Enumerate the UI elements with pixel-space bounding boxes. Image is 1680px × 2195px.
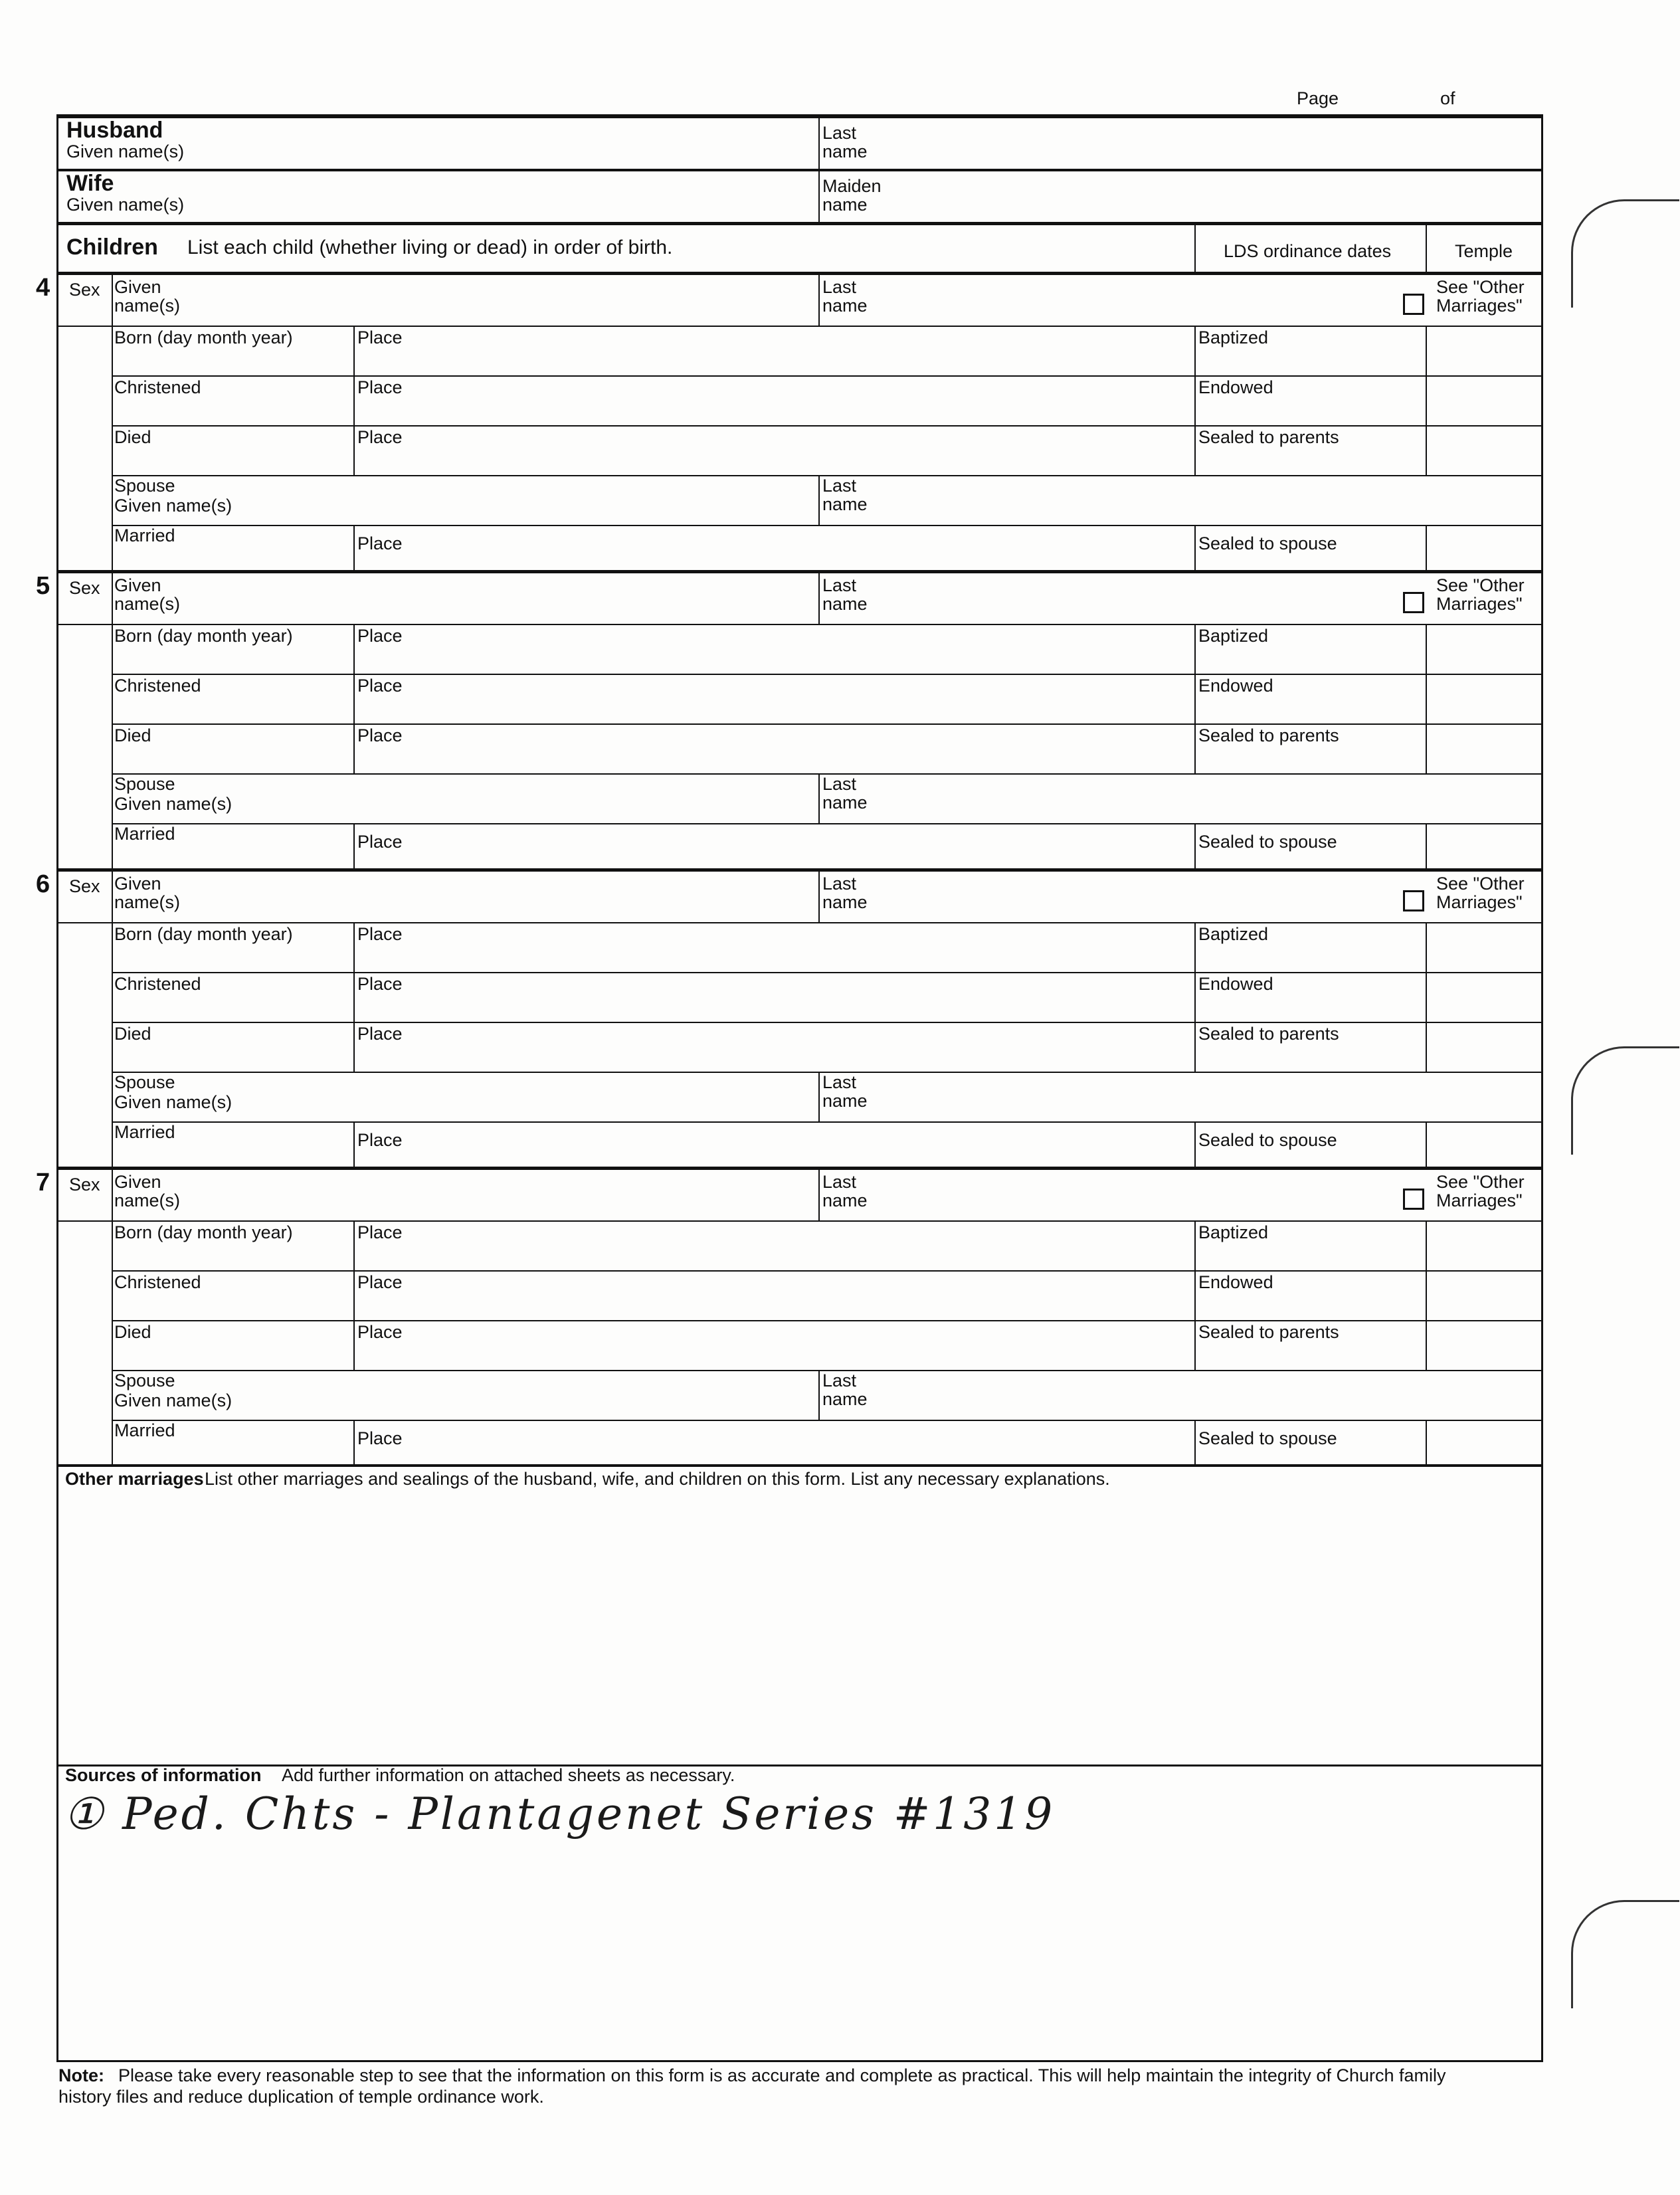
- child-7-christened-date-field[interactable]: [114, 1293, 351, 1318]
- punch-hole-middle: [1571, 1046, 1679, 1155]
- child-5-see-other-label: See "Other: [1436, 575, 1525, 595]
- child-6-given-field[interactable]: [226, 874, 810, 918]
- child-6-died-label: Died: [114, 1024, 151, 1044]
- child-4-see-other-label-2: Marriages": [1436, 296, 1523, 316]
- child-4-baptized-temple-field[interactable]: [1430, 328, 1539, 373]
- child-4-married-date-field[interactable]: [114, 546, 351, 571]
- child-6-married-place-label: Place: [357, 1130, 403, 1150]
- child-6-sealed-to-parents-date-field[interactable]: [1198, 1044, 1423, 1070]
- child-7-endowed-temple-field[interactable]: [1430, 1273, 1539, 1318]
- child-7-last-label-2: name: [822, 1191, 868, 1210]
- child-6-sex-field[interactable]: [63, 898, 107, 919]
- child-7-spouse-last-label: Last: [822, 1371, 857, 1390]
- child-4-baptized-label: Baptized: [1198, 328, 1269, 347]
- husband-given-label: Given name(s): [66, 142, 185, 161]
- child-5-died-label: Died: [114, 725, 151, 745]
- child-6-baptized-temple-field[interactable]: [1430, 925, 1539, 970]
- child-7-given-label: Given: [114, 1172, 161, 1192]
- child-5-sex-field[interactable]: [63, 600, 107, 621]
- child-4-spouse-label: Spouse: [114, 476, 175, 496]
- child-4-spouse-given-label: Given name(s): [114, 496, 233, 516]
- child-7-other-marriages-checkbox[interactable]: [1403, 1189, 1424, 1210]
- child-5-born-place-field[interactable]: [357, 646, 1190, 672]
- child-4-last-field[interactable]: [890, 278, 1395, 322]
- child-6-other-marriages-checkbox[interactable]: [1403, 890, 1424, 911]
- child-5-baptized-label: Baptized: [1198, 626, 1269, 646]
- child-7-see-other-label-2: Marriages": [1436, 1191, 1523, 1210]
- child-4-given-label: Given: [114, 277, 161, 297]
- child-5-christened-place-label: Place: [357, 676, 403, 696]
- child-7-married-label: Married: [114, 1420, 175, 1440]
- child-7-married-place-label: Place: [357, 1428, 403, 1448]
- child-5-given-label-2: name(s): [114, 594, 181, 614]
- child-5-spouse-last-label-2: name: [822, 793, 868, 812]
- child-7-sealed-to-parents-date-field[interactable]: [1198, 1343, 1423, 1368]
- child-7-married-place-field[interactable]: [357, 1448, 1190, 1465]
- child-4-sealed-to-spouse-temple-field[interactable]: [1430, 527, 1539, 571]
- child-5-born-place-label: Place: [357, 626, 403, 646]
- other-marriages-title: Other marriages: [65, 1469, 204, 1489]
- child-7-baptized-temple-field[interactable]: [1430, 1223, 1539, 1268]
- note-title: Note:: [58, 2065, 104, 2085]
- child-4-died-label: Died: [114, 427, 151, 447]
- child-5-spouse-given-label: Given name(s): [114, 794, 233, 814]
- children-instruction: List each child (whether living or dead) in order of birth.: [187, 237, 673, 258]
- child-5-last-field[interactable]: [890, 576, 1395, 620]
- child-7-endowed-label: Endowed: [1198, 1272, 1273, 1292]
- child-5-died-date-field[interactable]: [114, 746, 351, 771]
- sources-field[interactable]: [60, 1787, 1539, 2058]
- child-7-sealed-to-spouse-temple-field[interactable]: [1430, 1422, 1539, 1466]
- child-4-born-label: Born (day month year): [114, 328, 293, 347]
- child-5-spouse-label: Spouse: [114, 774, 175, 794]
- child-7-spouse-label: Spouse: [114, 1371, 175, 1390]
- child-4-married-place-field[interactable]: [357, 553, 1190, 570]
- children-title: Children: [66, 235, 158, 260]
- child-6-born-place-field[interactable]: [357, 945, 1190, 970]
- child-4-given-label-2: name(s): [114, 296, 181, 316]
- child-6-sealed-to-spouse-temple-field[interactable]: [1430, 1124, 1539, 1168]
- child-7-born-label: Born (day month year): [114, 1222, 293, 1242]
- child-4-sealed-to-parents-temple-field[interactable]: [1430, 428, 1539, 473]
- child-6-married-place-field[interactable]: [357, 1149, 1190, 1167]
- child-5-given-field[interactable]: [226, 576, 810, 620]
- wife-maiden-label-2: name: [822, 195, 868, 215]
- child-5-number: 5: [36, 572, 50, 600]
- child-7-born-date-field[interactable]: [114, 1243, 351, 1268]
- child-5-christened-date-field[interactable]: [114, 696, 351, 721]
- child-6-died-date-field[interactable]: [114, 1044, 351, 1070]
- child-4-born-place-label: Place: [357, 328, 403, 347]
- child-5-died-place-label: Place: [357, 725, 403, 745]
- child-4-spouse-last-label-2: name: [822, 494, 868, 514]
- child-4-spouse-given-field[interactable]: [279, 478, 810, 522]
- child-5-sealed-to-parents-label: Sealed to parents: [1198, 725, 1339, 745]
- wife-given-field[interactable]: [279, 173, 810, 219]
- child-6-last-field[interactable]: [890, 874, 1395, 918]
- child-5-endowed-date-field[interactable]: [1198, 696, 1423, 721]
- child-7-see-other-label: See "Other: [1436, 1172, 1525, 1192]
- other-marriages-field[interactable]: [60, 1492, 1539, 1762]
- child-5-sealed-to-spouse-date-field[interactable]: [1198, 851, 1423, 868]
- child-5-born-label: Born (day month year): [114, 626, 293, 646]
- husband-last-label: Last: [822, 123, 857, 143]
- other-marriages-instruction: List other marriages and sealings of the husband, wife, and children on this form. List any necessary explanations.: [205, 1469, 1110, 1489]
- child-7-died-place-label: Place: [357, 1322, 403, 1342]
- husband-given-field[interactable]: [279, 120, 810, 166]
- child-6-spouse-last-field[interactable]: [890, 1074, 1535, 1118]
- child-7-christened-place-field[interactable]: [357, 1293, 1190, 1318]
- child-5-sealed-to-parents-temple-field[interactable]: [1430, 726, 1539, 771]
- child-4-christened-place-field[interactable]: [357, 398, 1190, 423]
- child-4-christened-label: Christened: [114, 377, 201, 397]
- child-4-see-other-label: See "Other: [1436, 277, 1525, 297]
- child-7-sex-label: Sex: [69, 1175, 100, 1194]
- child-7-baptized-date-field[interactable]: [1198, 1243, 1423, 1268]
- child-6-sealed-to-parents-label: Sealed to parents: [1198, 1024, 1339, 1044]
- child-7-given-label-2: name(s): [114, 1191, 181, 1210]
- child-4-endowed-date-field[interactable]: [1198, 398, 1423, 423]
- child-4-died-place-label: Place: [357, 427, 403, 447]
- child-6-christened-place-field[interactable]: [357, 995, 1190, 1020]
- child-5-last-label-2: name: [822, 594, 868, 614]
- child-6-endowed-label: Endowed: [1198, 974, 1273, 994]
- child-4-christened-place-label: Place: [357, 377, 403, 397]
- child-7-number: 7: [36, 1169, 50, 1196]
- child-5-born-date-field[interactable]: [114, 646, 351, 672]
- child-7-christened-place-label: Place: [357, 1272, 403, 1292]
- child-7-died-label: Died: [114, 1322, 151, 1342]
- child-4-sex-field[interactable]: [63, 302, 107, 323]
- child-7-baptized-label: Baptized: [1198, 1222, 1269, 1242]
- child-6-endowed-temple-field[interactable]: [1430, 975, 1539, 1020]
- husband-title: Husband: [66, 118, 163, 143]
- child-6-baptized-date-field[interactable]: [1198, 945, 1423, 970]
- child-5-spouse-last-label: Last: [822, 774, 857, 794]
- child-4-sex-label: Sex: [69, 280, 100, 300]
- child-7-born-place-field[interactable]: [357, 1243, 1190, 1268]
- sources-title: Sources of information: [65, 1765, 262, 1785]
- note-text-line-1: Please take every reasonable step to see that the information on this form is as accurate and complete as practical. This will help maintain the integrity of Church family: [118, 2065, 1446, 2085]
- child-4-last-label-2: name: [822, 296, 868, 316]
- child-6-given-label-2: name(s): [114, 892, 181, 912]
- child-7-sealed-to-parents-temple-field[interactable]: [1430, 1323, 1539, 1368]
- of-label: of: [1440, 88, 1455, 108]
- child-4-born-place-field[interactable]: [357, 348, 1190, 373]
- child-6-born-place-label: Place: [357, 924, 403, 944]
- note-text-line-2: history files and reduce duplication of temple ordinance work.: [58, 2087, 544, 2107]
- child-5-last-label: Last: [822, 575, 857, 595]
- child-5-spouse-last-field[interactable]: [890, 776, 1535, 820]
- child-7-sex-field[interactable]: [63, 1196, 107, 1218]
- child-4-spouse-last-field[interactable]: [890, 478, 1535, 522]
- wife-maiden-field[interactable]: [890, 173, 1535, 219]
- child-4-endowed-label: Endowed: [1198, 377, 1273, 397]
- child-7-last-field[interactable]: [890, 1173, 1395, 1216]
- child-4-married-label: Married: [114, 525, 175, 545]
- child-6-see-other-label-2: Marriages": [1436, 892, 1523, 912]
- child-6-sex-label: Sex: [69, 876, 100, 896]
- child-5-sealed-to-parents-date-field[interactable]: [1198, 746, 1423, 771]
- child-7-endowed-date-field[interactable]: [1198, 1293, 1423, 1318]
- child-5-endowed-label: Endowed: [1198, 676, 1273, 696]
- child-4-sealed-to-spouse-label: Sealed to spouse: [1198, 533, 1337, 553]
- child-4-given-field[interactable]: [226, 278, 810, 322]
- child-5-endowed-temple-field[interactable]: [1430, 676, 1539, 721]
- child-7-spouse-last-field[interactable]: [890, 1373, 1535, 1416]
- child-5-see-other-label-2: Marriages": [1436, 594, 1523, 614]
- child-7-married-date-field[interactable]: [114, 1441, 351, 1466]
- child-4-christened-date-field[interactable]: [114, 398, 351, 423]
- temple-header: Temple: [1455, 241, 1513, 261]
- child-5-christened-place-field[interactable]: [357, 696, 1190, 721]
- child-6-sealed-to-spouse-label: Sealed to spouse: [1198, 1130, 1337, 1150]
- child-4-sealed-to-spouse-date-field[interactable]: [1198, 553, 1423, 570]
- child-6-born-date-field[interactable]: [114, 945, 351, 970]
- child-6-died-place-label: Place: [357, 1024, 403, 1044]
- child-7-sealed-to-parents-label: Sealed to parents: [1198, 1322, 1339, 1342]
- child-7-spouse-last-label-2: name: [822, 1389, 868, 1409]
- child-7-christened-label: Christened: [114, 1272, 201, 1292]
- child-5-sealed-to-spouse-label: Sealed to spouse: [1198, 832, 1337, 852]
- child-6-see-other-label: See "Other: [1436, 874, 1525, 894]
- child-7-died-date-field[interactable]: [114, 1343, 351, 1368]
- child-7-last-label: Last: [822, 1172, 857, 1192]
- child-7-sealed-to-spouse-label: Sealed to spouse: [1198, 1428, 1337, 1448]
- child-6-christened-label: Christened: [114, 974, 201, 994]
- child-5-married-label: Married: [114, 824, 175, 844]
- child-4-last-label: Last: [822, 277, 857, 297]
- child-5-given-label: Given: [114, 575, 161, 595]
- child-6-christened-date-field[interactable]: [114, 995, 351, 1020]
- husband-last-field[interactable]: [890, 120, 1535, 166]
- child-6-last-label: Last: [822, 874, 857, 894]
- child-6-christened-place-label: Place: [357, 974, 403, 994]
- child-6-endowed-date-field[interactable]: [1198, 995, 1423, 1020]
- child-4-died-date-field[interactable]: [114, 448, 351, 473]
- child-6-sealed-to-parents-temple-field[interactable]: [1430, 1024, 1539, 1070]
- child-5-married-date-field[interactable]: [114, 844, 351, 870]
- child-4-number: 4: [36, 274, 50, 302]
- child-7-sealed-to-spouse-date-field[interactable]: [1198, 1448, 1423, 1465]
- lds-ordinance-header: LDS ordinance dates: [1224, 241, 1392, 261]
- child-4-married-place-label: Place: [357, 533, 403, 553]
- child-5-sealed-to-spouse-temple-field[interactable]: [1430, 826, 1539, 870]
- child-5-sex-label: Sex: [69, 578, 100, 598]
- sources-handwritten-entry: ① Ped. Chts - Plantagenet Series #1319: [64, 1788, 1056, 1840]
- child-4-sealed-to-parents-date-field[interactable]: [1198, 448, 1423, 473]
- child-6-number: 6: [36, 870, 50, 898]
- punch-hole-bottom: [1571, 1900, 1679, 2008]
- child-4-born-date-field[interactable]: [114, 348, 351, 373]
- child-5-other-marriages-checkbox[interactable]: [1403, 592, 1424, 613]
- child-5-spouse-given-field[interactable]: [279, 776, 810, 820]
- child-5-married-place-label: Place: [357, 832, 403, 852]
- wife-given-label: Given name(s): [66, 195, 185, 215]
- child-7-spouse-given-label: Given name(s): [114, 1390, 233, 1410]
- child-5-married-place-field[interactable]: [357, 851, 1190, 868]
- child-6-married-label: Married: [114, 1122, 175, 1142]
- wife-title: Wife: [66, 171, 114, 196]
- child-4-endowed-temple-field[interactable]: [1430, 378, 1539, 423]
- child-6-sealed-to-spouse-date-field[interactable]: [1198, 1149, 1423, 1167]
- child-6-spouse-last-label-2: name: [822, 1091, 868, 1111]
- child-4-died-place-field[interactable]: [357, 448, 1190, 473]
- page-label: Page: [1297, 88, 1339, 108]
- child-6-spouse-given-label: Given name(s): [114, 1092, 233, 1112]
- child-4-baptized-date-field[interactable]: [1198, 348, 1423, 373]
- child-4-spouse-last-label: Last: [822, 476, 857, 496]
- sources-instruction: Add further information on attached sheets as necessary.: [282, 1765, 735, 1785]
- child-5-christened-label: Christened: [114, 676, 201, 696]
- child-4-other-marriages-checkbox[interactable]: [1403, 294, 1424, 315]
- child-4-sealed-to-parents-label: Sealed to parents: [1198, 427, 1339, 447]
- child-7-given-field[interactable]: [226, 1173, 810, 1216]
- child-5-died-place-field[interactable]: [357, 746, 1190, 771]
- child-6-spouse-last-label: Last: [822, 1072, 857, 1092]
- child-7-spouse-given-field[interactable]: [279, 1373, 810, 1416]
- child-6-spouse-label: Spouse: [114, 1072, 175, 1092]
- child-6-born-label: Born (day month year): [114, 924, 293, 944]
- child-6-given-label: Given: [114, 874, 161, 894]
- child-5-baptized-temple-field[interactable]: [1430, 626, 1539, 672]
- child-7-died-place-field[interactable]: [357, 1343, 1190, 1368]
- punch-hole-top: [1571, 199, 1679, 308]
- child-6-last-label-2: name: [822, 892, 868, 912]
- child-7-born-place-label: Place: [357, 1222, 403, 1242]
- wife-maiden-label: Maiden: [822, 176, 882, 196]
- child-6-married-date-field[interactable]: [114, 1143, 351, 1168]
- child-6-spouse-given-field[interactable]: [279, 1074, 810, 1118]
- child-6-died-place-field[interactable]: [357, 1044, 1190, 1070]
- child-5-baptized-date-field[interactable]: [1198, 646, 1423, 672]
- husband-last-label-2: name: [822, 142, 868, 161]
- child-6-baptized-label: Baptized: [1198, 924, 1269, 944]
